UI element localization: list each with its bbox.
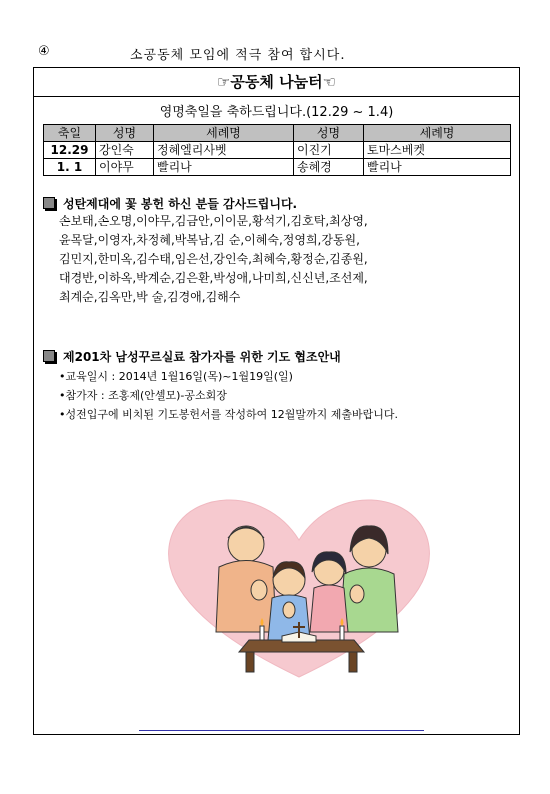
list-item: •성전입구에 비치된 기도봉헌서를 작성하여 12월말까지 제출바랍니다. <box>59 408 398 421</box>
table-cell: 1. 1 <box>44 159 96 176</box>
table-cell: 정혜엘리사벳 <box>154 142 294 159</box>
prayer-heading-text: 제201차 남성꾸르실료 참가자를 위한 기도 협조안내 <box>63 350 341 364</box>
list-item: 김민지,한미옥,김수태,임은선,강인숙,최혜숙,황정순,김종원, <box>59 252 368 266</box>
list-item: 최계순,김옥만,박 술,김경애,김해수 <box>59 290 241 304</box>
table-row <box>44 159 511 176</box>
donor-names <box>59 212 514 307</box>
feast-header-row <box>44 125 511 142</box>
family-prayer-illustration <box>164 492 434 682</box>
header-slogan: 소공동체 모임에 적극 참여 합시다. <box>130 48 346 63</box>
table-cell: 강인숙 <box>96 142 154 159</box>
list-item: •참가자 : 조홍제(안셀모)-공소회장 <box>59 389 227 402</box>
list-item: •교육일시 : 2014년 1월16일(목)~1월19일(일) <box>59 370 293 383</box>
list-item: 대경반,이하옥,박계순,김은환,박성애,나미희,신신년,조선제, <box>59 271 368 285</box>
col-header: 축일 <box>44 125 96 142</box>
col-header: 성명 <box>294 125 364 142</box>
divider-line <box>139 730 424 731</box>
list-item: 윤목달,이영자,차정혜,박복남,김 순,이혜숙,정영희,강동원, <box>59 233 360 247</box>
bullet-box-icon <box>43 197 55 209</box>
table-cell: 이진기 <box>294 142 364 159</box>
table-cell: 빨리나 <box>154 159 294 176</box>
list-item: 손보태,손오명,이야무,김금안,이이문,황석기,김호탁,최상영, <box>59 214 368 228</box>
feast-title: 영명축일을 축하드립니다.(12.29 ~ 1.4) <box>159 105 394 120</box>
table-row <box>44 142 511 159</box>
prayer-list <box>59 367 398 424</box>
boy-figure <box>268 562 310 640</box>
table-cell: 토마스베켓 <box>364 142 511 159</box>
col-header: 세례명 <box>154 125 294 142</box>
table-cell: 이야무 <box>96 159 154 176</box>
prayer-heading <box>43 348 341 365</box>
section-title: ☞공동체 나눔터☜ <box>34 68 519 97</box>
table-cell: 12.29 <box>44 142 96 159</box>
feast-table <box>43 124 511 176</box>
thanks-heading-text: 성탄제대에 꽃 봉헌 하신 분들 감사드립니다. <box>63 197 298 211</box>
content-frame <box>33 67 520 735</box>
table-cell: 빨리나 <box>364 159 511 176</box>
thanks-heading <box>43 195 297 212</box>
table-cell: 송혜경 <box>294 159 364 176</box>
page-number: ④ <box>38 44 50 59</box>
col-header: 세례명 <box>364 125 511 142</box>
col-header: 성명 <box>96 125 154 142</box>
bullet-box-icon <box>43 350 55 362</box>
